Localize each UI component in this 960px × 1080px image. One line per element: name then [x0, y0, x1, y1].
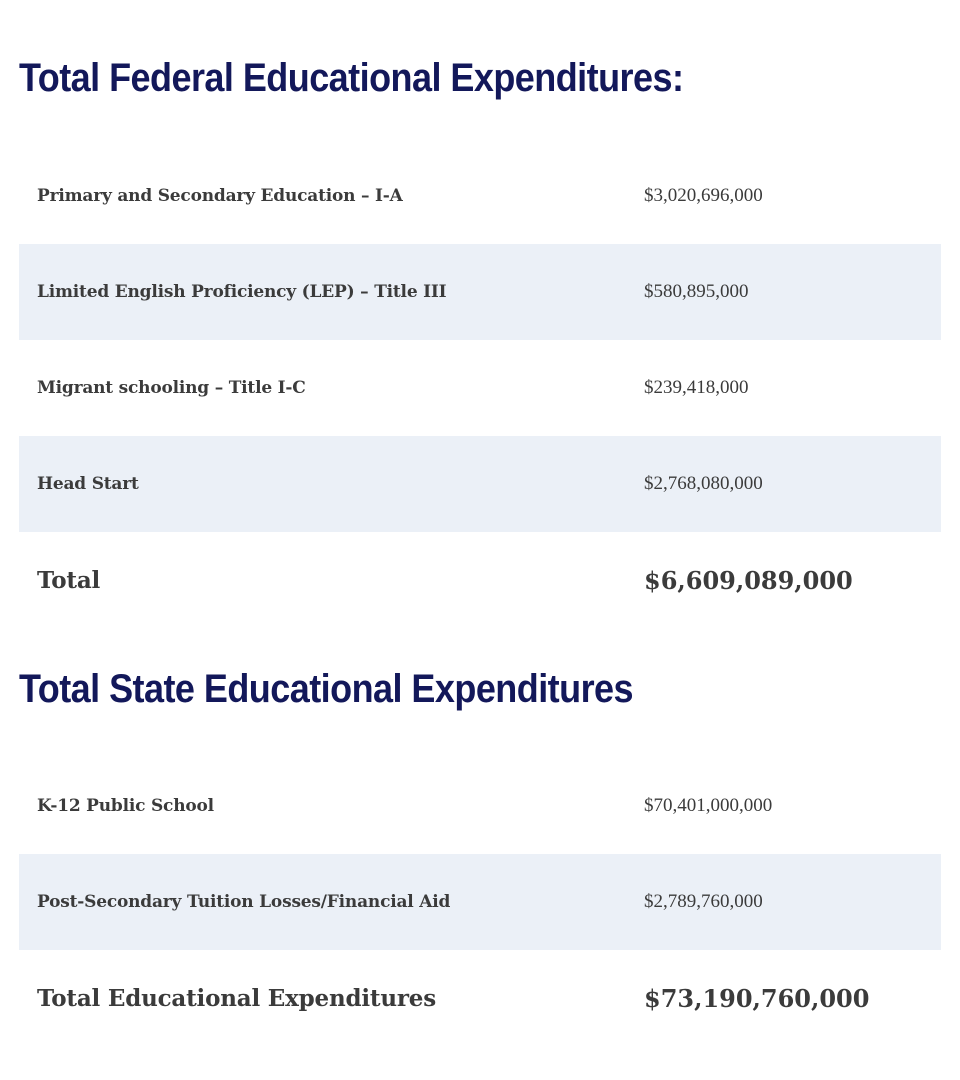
federal-expenditures-table	[19, 148, 941, 628]
table-row	[19, 244, 941, 340]
table-row	[19, 340, 941, 436]
row-label: Post-Secondary Tuition Losses/Financial Aid	[37, 892, 451, 912]
row-label: Head Start	[37, 474, 139, 494]
table-row	[19, 436, 941, 532]
row-value: $3,020,696,000	[644, 185, 763, 206]
federal-section-title: Total Federal Educational Expenditures:	[19, 56, 684, 100]
row-value: $70,401,000,000	[644, 795, 773, 816]
total-label: Total	[37, 566, 101, 594]
row-value: $580,895,000	[644, 281, 749, 302]
table-row	[19, 148, 941, 244]
total-label: Total Educational Expenditures	[37, 984, 436, 1012]
table-row	[19, 854, 941, 950]
state-total-row	[19, 950, 941, 1046]
state-expenditures-table	[19, 758, 941, 1046]
federal-total-row	[19, 532, 941, 628]
row-value: $2,789,760,000	[644, 891, 763, 912]
row-value: $2,768,080,000	[644, 473, 763, 494]
row-value: $239,418,000	[644, 377, 749, 398]
row-label: Primary and Secondary Education – I-A	[37, 186, 403, 206]
table-row	[19, 758, 941, 854]
total-value: $73,190,760,000	[644, 983, 870, 1013]
row-label: Migrant schooling – Title I-C	[37, 378, 306, 398]
state-section-title: Total State Educational Expenditures	[19, 667, 634, 711]
row-label: K-12 Public School	[37, 796, 214, 816]
row-label: Limited English Proficiency (LEP) – Title III	[37, 282, 447, 302]
total-value: $6,609,089,000	[644, 565, 853, 595]
